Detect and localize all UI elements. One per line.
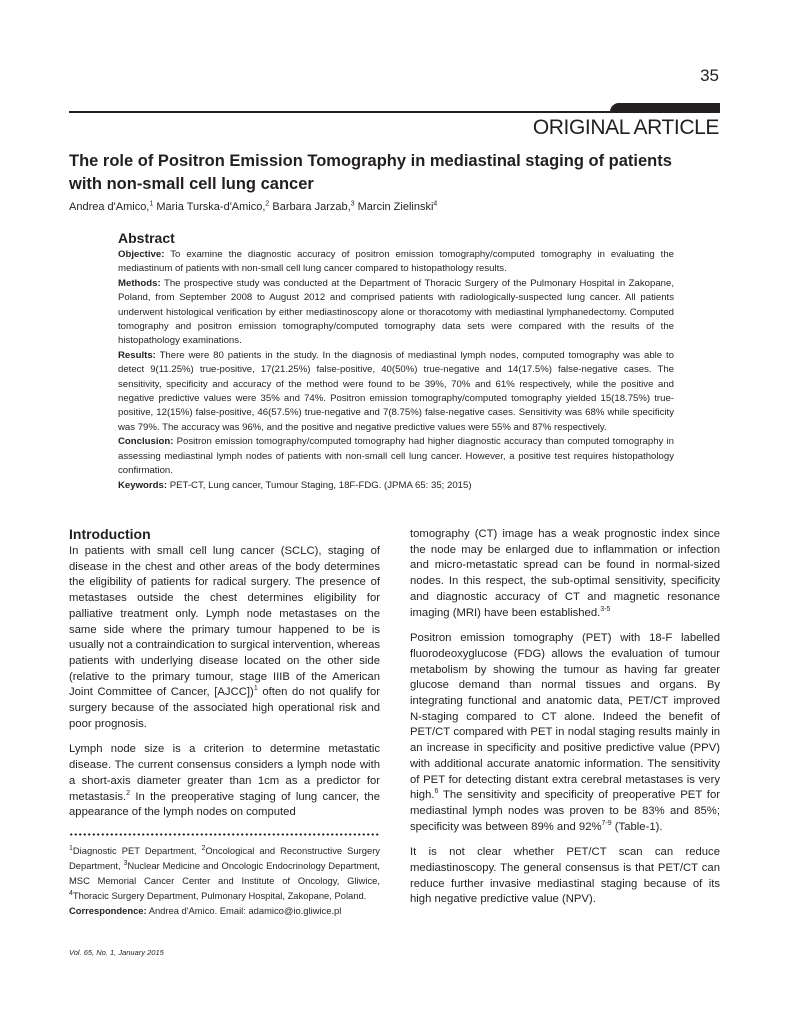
affiliation-text: Diagnostic PET Department, (72, 845, 202, 856)
article-title: The role of Positron Emission Tomography in mediastinal staging of patients with non-small cell lung cancer (69, 152, 672, 193)
citation: 2 (126, 789, 131, 797)
author-name: Marcin Zielinski (354, 201, 434, 213)
citation: 6 (434, 788, 439, 796)
paragraph-text: In patients with small cell lung cancer (SCLC), staging of disease in the chest and other areas of the body determines the eligibility of patients for radical surgery. The presence of metastases outside the chest determines eligibility for palliative treatment only. Lymph node metastases on the same side where the primary tumour happened to be is usually not a contraindication to surgical intervention, whereas patients with underlying disease located on the other side (relative to the primary tumour, stage IIIB of the American Joint Committee of Cancer, [AJCC]) (69, 545, 380, 699)
correspondence-text: Andrea d'Amico. Email: adamico@io.gliwice.pl (146, 905, 342, 916)
author-name: Barbara Jarzab, (269, 201, 351, 213)
citation: 7-9 (601, 819, 612, 827)
objective-text: To examine the diagnostic accuracy of positron emission tomography/computed tomography in evaluating the mediastinum of patients with non-small cell lung cancer compared to histopathology results. (118, 249, 674, 275)
paragraph-text: tomography (CT) image has a weak prognostic index since the node may be enlarged due to inflammation or infection and micro-metastatic spread can be found in normal-sized nodes. In this respect, the sub-optimal sensitivity, specificity and diagnostic accuracy of CT and magnetic resonance imaging (MRI) have been established. (410, 528, 720, 619)
affiliation-marker: 2 (201, 844, 206, 852)
header-rule (69, 111, 720, 113)
journal-footer: Vol. 65, No. 1, January 2015 (69, 948, 164, 957)
author-affiliation: 4 (433, 200, 438, 208)
author-list (69, 201, 437, 213)
affiliation-footnote (69, 843, 380, 918)
author-name: Maria Turska-d'Amico, (153, 201, 266, 213)
abstract-conclusion (118, 435, 674, 478)
author-affiliation: 3 (350, 200, 355, 208)
affiliation-marker: 4 (69, 889, 73, 897)
author-name: Andrea d'Amico, (69, 201, 150, 213)
abstract-objective (118, 248, 674, 277)
affiliation-text: Thoracic Surgery Department, Pulmonary Hospital, Zakopane, Poland. (72, 890, 367, 901)
conclusion-text: Positron emission tomography/computed tomography had higher diagnostic accuracy than computed tomography in assessing mediastinal lymph nodes of patients with non-small cell lung cancer. However, a positive test requires histopathology confirmation. (118, 436, 674, 477)
conclusion-label: Conclusion: (118, 436, 174, 448)
body-column-left (69, 526, 380, 831)
paragraph-text: Positron emission tomography (PET) with 18-F labelled fluorodeoxyglucose (FDG) allows the evaluation of tumour metabolism by showing the tumour as having far greater glucose demand than normal tissues and organs. By integrating functional and anatomic data, PET/CT improved N-staging compared to CT alone. Indeed the benefit of PET/CT compared with PET in nodal staging results mainly in an increase in specificity and positive predictive value (PPV) with additional accurate anatomic information. The sensitivity of PET for detecting distant extra cerebral metastases is very high. (410, 632, 720, 802)
abstract-results (118, 349, 674, 435)
paragraph-text: (Table-1). (611, 820, 663, 833)
body-paragraph: It is not clear whether PET/CT scan can reduce mediastinoscopy. The general consensus is that PET/CT can reduce further invasive mediastinal staging because of its high negative predictive value (NPV). (410, 846, 720, 906)
keywords-label: Keywords: (118, 479, 168, 491)
abstract-heading: Abstract (118, 230, 175, 246)
abstract-section (118, 230, 674, 493)
footnote-divider (69, 833, 380, 836)
paragraph-text: In the preoperative staging of lung cancer, the appearance of the lymph nodes on computed (69, 790, 380, 819)
body-paragraph (69, 544, 380, 732)
keywords-text: PET-CT, Lung cancer, Tumour Staging, 18F-FDG. (JPMA 65: 35; 2015) (167, 479, 472, 491)
objective-label: Objective: (118, 249, 165, 260)
results-text: There were 80 patients in the study. In the diagnosis of mediastinal lymph nodes, computed tomography was able to detect 9(11.25%) true-positive, 17(21.25%) false-positive, 40(50%) true-negative and 14(17.5%) false-negative cases. The sensitivity, specificity and accuracy of the method were found to be 39%, 70% and 61% respectively, while the positive and negative predictive values were 35% and 74%. Positron emission tomography/computed tomography yielded 15(18.75%) true-positive, 12(15%) false-positive, 46(57.5%) true-negative and 7(8.75%) false-negative cases. Sensitivity was 68% while specificity was 79%. The accuracy was 96%, and the positive and negative predictive values were 55% and 87% respectively. (118, 349, 674, 433)
methods-text: The prospective study was conducted at the Department of Thoracic Surgery of the Pulmonary Hospital in Zakopane, Poland, from September 2008 to August 2012 and comprised patients with radiologically-suspected lung cancer. All patients underwent histological verification by either mediastinoscopy alone or thoracotomy with mediastinal lymphanedectomy. Computed tomography and positron emission tomography/computed tomography data sets were compared with the results of the histopathology examinations. (118, 277, 674, 347)
body-paragraph (69, 742, 380, 821)
correspondence-label: Correspondence: (69, 905, 147, 916)
author-affiliation: 2 (265, 200, 270, 208)
affiliation-text: Nuclear Medicine and Oncologic Endocrinology Department, MSC Memorial Cancer Center and Institute of Oncology, Gliwice, (69, 860, 380, 886)
page-number: 35 (700, 66, 719, 85)
body-column-right (410, 527, 720, 918)
abstract-methods (118, 277, 674, 349)
paragraph-text: often do not qualify for surgery because of the associated high operational risk and poor prognosis. (69, 686, 380, 730)
abstract-keywords (118, 479, 674, 493)
body-paragraph (410, 527, 720, 621)
methods-label: Methods: (118, 277, 161, 289)
article-type: ORIGINAL ARTICLE (532, 116, 719, 139)
affiliation-marker: 3 (123, 859, 128, 867)
introduction-heading: Introduction (69, 526, 151, 542)
paragraph-text: Lymph node size is a criterion to determine metastatic disease. The current consensus considers a lymph node with a short-axis diameter greater than 1cm as a predictor for metastasis. (69, 743, 380, 803)
affiliations (69, 843, 380, 903)
affiliation-marker: 1 (69, 844, 73, 852)
citation: 1 (253, 685, 258, 693)
affiliation-text: Oncological and Reconstructive Surgery Department, (69, 845, 380, 871)
correspondence (69, 903, 380, 918)
author-affiliation: 1 (149, 200, 154, 208)
paragraph-text: The sensitivity and specificity of preoperative PET for mediastinal lymph nodes was proven to be 83% and 85%; specificity was between 89% and 92% (410, 789, 720, 833)
body-paragraph (410, 631, 720, 835)
citation: 3-5 (600, 605, 611, 613)
results-label: Results: (118, 349, 156, 361)
